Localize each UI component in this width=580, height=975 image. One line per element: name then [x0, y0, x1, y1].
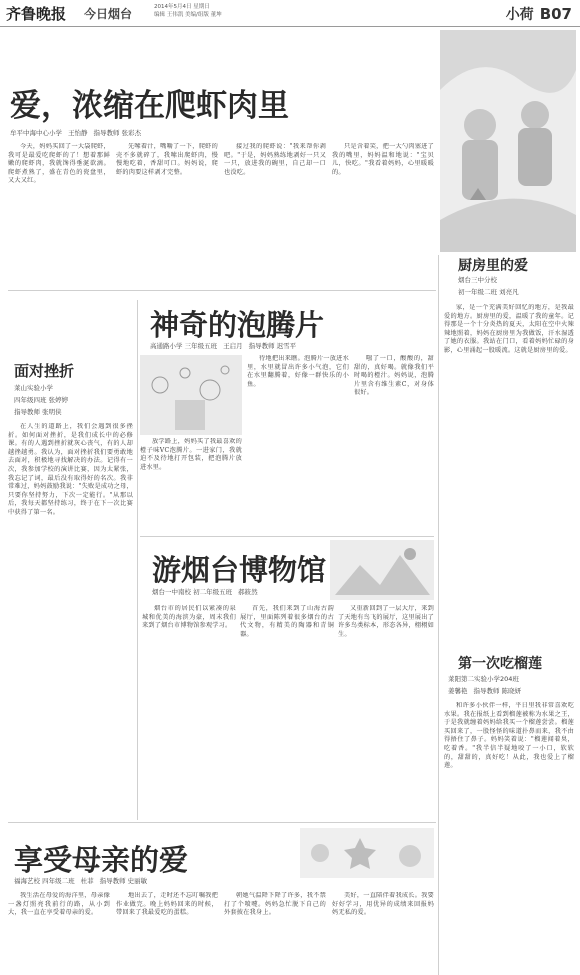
- article-title-museum: 游烟台博物馆: [152, 553, 327, 587]
- byline-kitchen-school: 烟台三中分校: [458, 276, 497, 284]
- article-body-col: 接过我的爬虾说："我来帮你剥吧。"于是，妈妈熟练地剥好一只又一只，放进我的碗里，自己却一口也没吃。: [224, 143, 326, 176]
- article-body-col: 待地把出来瞧。泡腾片一放进水里，水里就冒出许多小气泡，它们在水里翻腾着，好像一群快乐的小鱼。: [247, 355, 349, 388]
- byline-teacher: 指导教师 迟雪平: [248, 342, 297, 350]
- article-body-col: 又重新回到了一层大厅，来到了天地有鸟飞的展厅，这里展出了许多鸟类标本，形态各异，栩栩如生。: [338, 605, 434, 638]
- byline-durian-author: [448, 686, 527, 695]
- divider: [8, 290, 436, 291]
- article-title-tablet: 神奇的泡腾片: [150, 308, 325, 342]
- byline-author: 王怡静: [68, 129, 88, 137]
- article-body-col: 烟台市的居民们以紧凑的泉城和优美的海滨为豪，周末我们来到了烟台市博物馆参观学习。: [142, 605, 236, 630]
- byline-museum: [152, 587, 264, 596]
- divider: [8, 822, 436, 823]
- article-title-kitchen: 厨房里的爱: [458, 258, 528, 274]
- article-title-durian: 第一次吃榴莲: [458, 656, 542, 672]
- byline-author: 郝筱然: [238, 588, 258, 596]
- byline-durian-school: 莱阳第二实验小学204班: [448, 675, 519, 683]
- article-body-col: 放学路上，妈妈买了我最喜欢的橙子味VC泡腾片。一进家门，我就迫不及待地打开包装，把泡腾片放进水里。: [140, 438, 242, 471]
- byline-teacher: 指导教师 陈晓妍: [473, 687, 522, 695]
- byline-setbacks-grade: 四年级四班 张婷婷: [14, 396, 69, 404]
- byline-author: 姜馨艳: [448, 687, 468, 695]
- byline-author: 王启月: [223, 342, 243, 350]
- article-title-shrimp: 爱，浓缩在爬虾肉里: [10, 88, 289, 124]
- byline-tablet: [150, 341, 302, 350]
- byline-school: 牟平中海中心小学: [10, 129, 62, 137]
- article-body-col: 我生活在母爱的海洋里，母亲像一盏灯照亮我前行的路，从小到大，我一直在享受着母亲的爱。: [8, 892, 110, 917]
- article-body-col: 只是含着笑，把一大勺肉塞进了我的嘴里，妈妈温和地说："宝贝儿，快吃。"我看着妈妈，心里暖暖的。: [332, 143, 434, 176]
- article-body-col: 今天，妈妈买回了一大袋爬虾，我可是最爱吃爬虾的了！想着那鲜嫩的爬虾肉，我就馋得垂涎欲滴。爬虾煮熟了，盛在青色的瓷盘里，又大又红。: [8, 143, 110, 185]
- byline-teacher: 指导教师 史丽敏: [99, 877, 148, 885]
- page-number: B07: [539, 5, 572, 23]
- article-body-col: 地出去了，走时还不忘叮嘱我把作业做完。晚上妈妈回来的时候，带回来了我最爱吃的蛋糕。: [116, 892, 218, 917]
- byline-school: 烟台一中南校 初二年级五班: [152, 588, 233, 596]
- article-body-col: 嗤了一口，酸酸的，甜甜的，真好喝。就像我们平时喝的橙汁。妈妈说，泡腾片里含有维生素C，对身体很好。: [354, 355, 434, 397]
- byline-setbacks-teacher: 指导教师 张明侠: [14, 408, 62, 416]
- article-body-durian: 和许多小伙伴一样，平日里我非常喜欢吃水果。我在报纸上看到榴莲被称为水果之王，于是我就缠着妈妈给我买一个榴莲尝尝。榴莲买回来了，一股怪怪的味道扑鼻而来，我不由得捂住了鼻子。妈妈笑着说："榴莲闻着臭，吃着香。"我半信半疑地咬了一小口，软软的，甜甜的，真好吃！从此，我也爱上了榴莲。: [444, 702, 574, 770]
- article-body-col: 美好，一直陪伴着我成长。我要好好学习，用优异的成绩来回报妈妈无私的爱。: [332, 892, 434, 917]
- byline-school: 高通路小学 三年级五班: [150, 342, 218, 350]
- byline-teacher: 指导教师 张彩杰: [93, 129, 142, 137]
- kids-illustration: [440, 30, 576, 252]
- article-body-col: 朝她气温降下降了许多，我不禁打了个喷嚏。妈妈急忙脱下自己的外套披在我身上。: [224, 892, 326, 917]
- divider: [140, 536, 434, 537]
- byline-author: 杜菲: [80, 877, 94, 885]
- byline-setbacks-school: 莱山实验小学: [14, 384, 53, 392]
- bubble-illustration: [140, 355, 242, 435]
- byline-kitchen-author: 初一年级二班 刘亮凡: [458, 288, 519, 296]
- date-line: 2014年5月4日 星期日: [154, 4, 210, 10]
- divider: [438, 255, 439, 975]
- byline-mother: [14, 876, 153, 885]
- page-header: [0, 0, 580, 27]
- newspaper-logo: 齐鲁晚报: [6, 5, 67, 23]
- museum-illustration: [330, 540, 434, 600]
- byline-school: 福海艺校 四年级二班: [14, 877, 75, 885]
- mother-illustration: [300, 828, 434, 878]
- page-label: [506, 4, 572, 24]
- section-title: 今日烟台: [84, 7, 133, 21]
- divider: [137, 300, 138, 820]
- article-title-mother: 享受母亲的爱: [14, 843, 189, 877]
- column-name: 小荷: [505, 7, 534, 23]
- byline-shrimp: [10, 128, 147, 137]
- editors-line: 编辑 王伟凯 美编/组版 董坤: [154, 12, 222, 18]
- article-body-kitchen: 家，是一个充满美好回忆的地方，是我最爱的地方。厨房里的爱，温暖了我的童年。记得那是一个十分炎热的夏天，太阳在空中火辣辣地照着，妈妈在厨房里为我做饭，汗水湿透了她的衣服。我站在门口，看着妈妈忙碌的身影，心里涌起一股暖流。这就是厨房里的爱。: [444, 304, 574, 354]
- article-body-setbacks: 在人生的道路上，我们会遇到很多挫折。如何面对挫折，是我们成长中的必修课。有的人遇到挫折就灰心丧气，有的人却越挫越勇。我认为，面对挫折我们要勇敢地去面对，积极地寻找解决的办法。记得有一次，我参加学校的演讲比赛，因为太紧张，我忘记了词，最后没有取得好的名次。我非常难过，妈妈鼓励我说："失败是成功之母，只要你坚持努力，下次一定能行。"从那以后，我每天都坚持练习，终于在下一次比赛中获得了第一名。: [8, 423, 133, 516]
- article-body-col: 首先，我们来到了山海古韵展厅，里面陈列着很多烟台的古代文物，有精美的陶器和青铜器。: [240, 605, 334, 638]
- article-title-setbacks: 面对挫折: [14, 362, 75, 380]
- header-info: [154, 3, 222, 19]
- article-body-col: 先嗦着汁，嘴嚼了一下，爬虾的壳不多就碎了，我嗦出爬虾肉，慢慢地吃着，香甜可口。妈妈说，爬虾的肉要这样剥才完整。: [116, 143, 218, 176]
